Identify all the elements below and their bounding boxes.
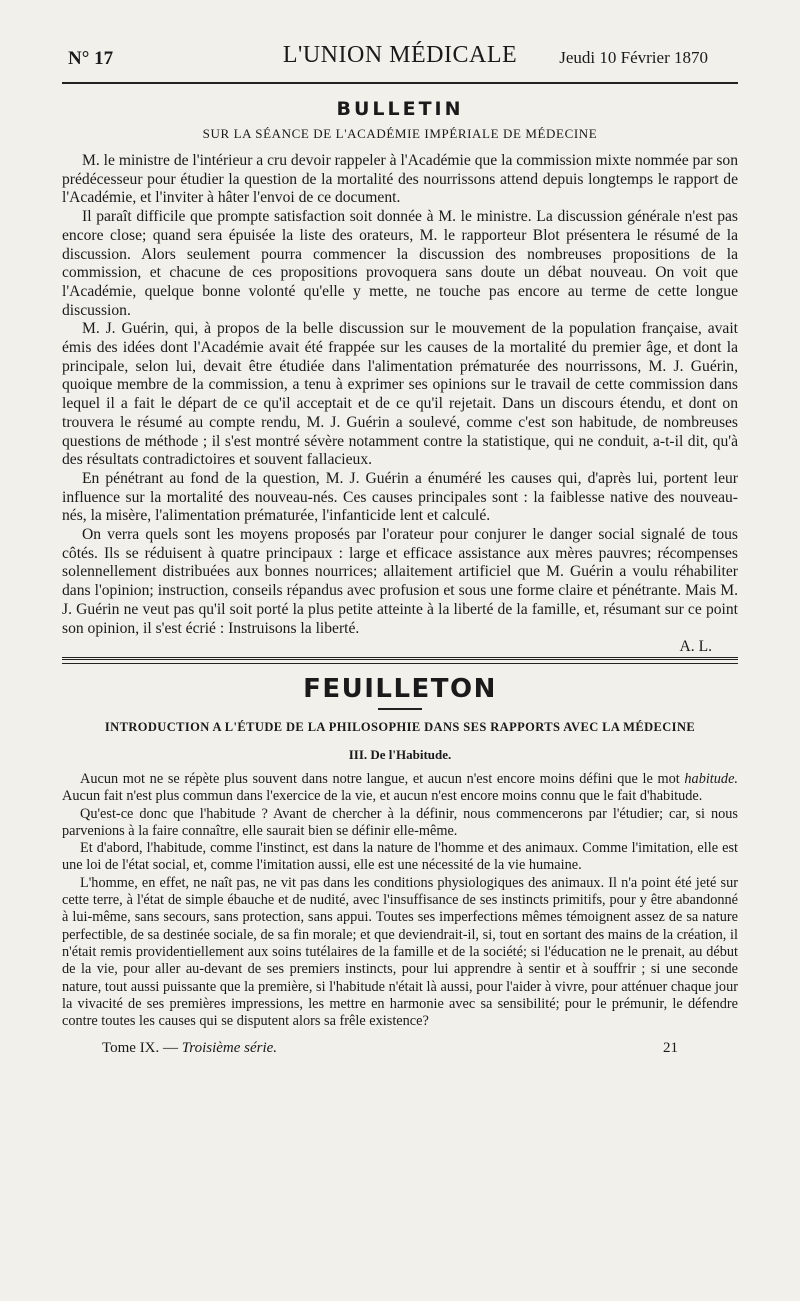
document-page (62, 40, 738, 1290)
bulletin-section (62, 98, 738, 657)
signature-line (62, 638, 738, 657)
feuilleton-text: Aucun fait n'est plus commun dans l'exercice de la vie, et aucun n'est encore moins connu que le fait d'habitude. (62, 788, 703, 805)
page-number: 21 (663, 1040, 678, 1057)
bulletin-title: BULLETIN (336, 98, 464, 120)
bulletin-subtitle: SUR LA SÉANCE DE L'ACADÉMIE IMPÉRIALE DE MÉDECINE (202, 126, 598, 141)
bulletin-paragraph: Il paraît difficile que prompte satisfaction soit donnée à M. le ministre. La discussion générale n'est pas encore close; quand sera épuisée la liste des orateurs, M. le rapporteur Blot présentera le résumé de la discussion. Alors seulement pourra commencer la discussion des nombreuses propositions de la commission, et chacune de ces propositions provoquera sans doute un débat nouveau. On voit que l'Académie, quelque bonne volonté qu'elle y mette, ne touche pas encore au terme de cette longue discussion. (62, 208, 738, 319)
issue-date: Jeudi 10 Février 1870 (559, 48, 708, 67)
volume: Tome IX. (102, 1040, 160, 1057)
bulletin-paragraph: On verra quels sont les moyens proposés par l'orateur pour conjurer le danger social signalé de tous côtés. Ils se réduisent à quatre principaux : large et efficace assistance aux mères pauvres; récompenses solennellement distribuées aux bonnes nourrices; allaitement artificiel que M. Guérin a voulu réhabiliter dans l'opinion; instruction, conseils répandus avec profusion et sous une forme claire et pénétrante. Mais M. J. Guérin ne veut pas qu'il soit porté la plus petite atteinte à la liberté de la famille, et, résumant sur ce point son opinion, il s'est écrié : Instruisons la liberté. (62, 526, 738, 637)
bulletin-signature: A. L. (679, 638, 712, 656)
feuilleton-paragraph (62, 771, 738, 806)
journal-title: L'UNION MÉDICALE (282, 42, 518, 68)
bulletin-paragraph: En pénétrant au fond de la question, M. J. Guérin a énuméré les causes qui, d'après lui, portent leur influence sur la mortalité des nouveau-nés. Ces causes principales sont : la faiblesse native des nouveau-nés, la misère, l'alimentation prématurée, l'infanticide lent et calculé. (62, 469, 738, 525)
bulletin-paragraph: M. J. Guérin, qui, à propos de la belle discussion sur le mouvement de la population française, avait émis des idées dont l'Académie avait été frappée sur les causes de la mortalité du premier âge, et dont la principale, selon lui, devait être étudiée dans l'alimentation prématurée des nourrissons, M. J. Guérin, quoique membre de la commission, a tenu à exprimer ses opinions sur le travail de cette commission dans lequel il a fait le départ de ce qu'il acceptait et de ce qu'il rejetait. Dans un discours étendu, et dont on trouvera le résumé au compte rendu, M. J. Guérin a soulevé, comme c'est son habitude, de nombreuses questions de méthode ; il s'est montré sévère notamment contre la statistique, qui ne conduit, a-t-il dit, qu'à des résultats contradictoires et souvent fallacieux. (62, 320, 738, 469)
feuilleton-section (62, 674, 738, 1030)
feuilleton-text: Aucun mot ne se répète plus souvent dans notre langue, et aucun n'est encore moins défini que le mot (80, 770, 685, 787)
feuilleton-subtitle: INTRODUCTION A L'ÉTUDE DE LA PHILOSOPHIE DANS SES RAPPORTS AVEC LA MÉDECINE (104, 719, 696, 734)
feuilleton-paragraph: Et d'abord, l'habitude, comme l'instinct, est dans la nature de l'homme et des animaux. Comme l'imitation, elle est une loi de l'état social, et, comme l'imitation aussi, elle est une nécessité de la vie humaine. (62, 840, 738, 874)
series: Troisième série. (181, 1040, 278, 1057)
issue-number: N° 17 (68, 48, 114, 69)
title-rule (378, 708, 422, 710)
bulletin-closing (82, 638, 670, 657)
feuilleton-paragraph: Qu'est-ce donc que l'habitude ? Avant de chercher à la définir, nous commencerons par l'étudier; car, si nous parvenions à la faire connaître, elle saurait bien se définir elle-même. (62, 805, 738, 839)
volume-info: Tome IX. — Troisième série. (102, 1040, 278, 1057)
feuilleton-title: FEUILLETON (303, 673, 497, 704)
bulletin-paragraph: M. le ministre de l'intérieur a cru devoir rappeler à l'Académie que la commission mixte nommée par son prédécesseur pour étudier la question de la mortalité des nourrissons attend depuis longtemps le rapport de l'Académie, et l'inviter à hâter l'envoi de ce document. (62, 152, 739, 207)
feuilleton-emphasis: habitude. (684, 770, 738, 787)
chapter-title: III. De l'Habitude. (348, 746, 452, 762)
page-footer (62, 1040, 738, 1057)
masthead (62, 40, 738, 80)
header-rule (62, 82, 738, 84)
section-divider (62, 657, 738, 664)
feuilleton-paragraph: L'homme, en effet, ne naît pas, ne vit pas dans les conditions physiologiques des animaux. Il n'a point été jeté sur cette terre, à l'état de simple ébauche et de nudité, avec l'insuffisance de ses instincts primitifs, pour y être abandonné à lui-même, sans secours, sans protection, sans appui. Toutes ses imperfections mêmes témoignent assez de sa nature perfectible, de sa destinée sociale, de sa fin morale; et que deviendrait-il, si, tout en sortant des mains de la création, il n'était remis providentiellement aux soins tutélaires de la famille et de la société; si l'éducation ne le prenait, au début de la vie, pour aller au-devant de ses premiers instincts, pour lui apprendre à sentir et à souffrir ; si une seconde nature, tout aussi puissante que la première, si l'habitude n'était là aussi, pour l'aider à vivre, pour atténuer chaque jour la vivacité de ses premières impressions, les mettre en harmonie avec sa sensibilité; pour le prémunir, le défendre contre toutes les causes qui se disputent alors sa frêle existence? (62, 874, 738, 1030)
